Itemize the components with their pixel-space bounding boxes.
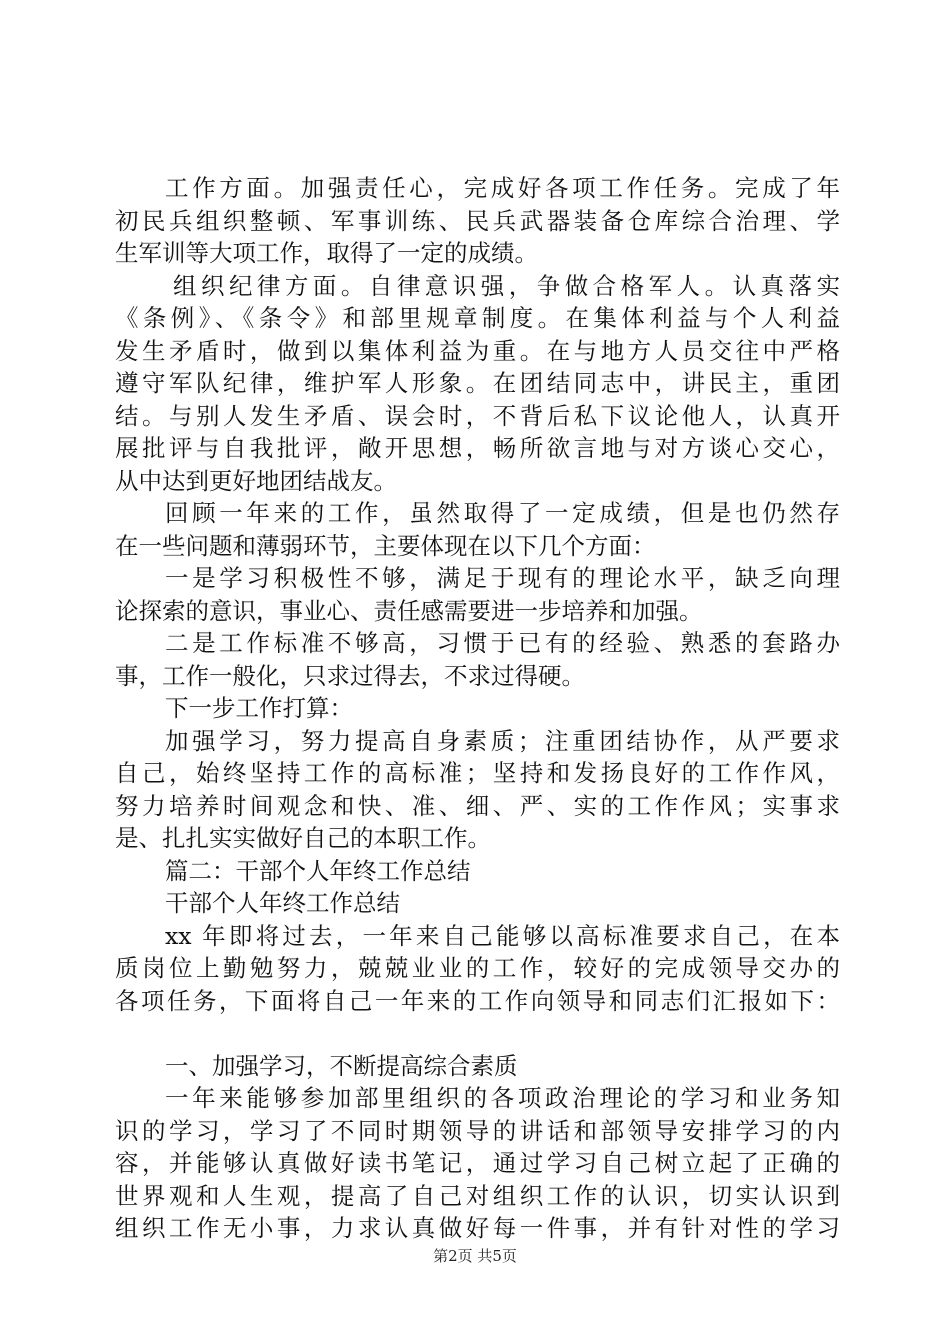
chapter-heading: 篇二：干部个人年终工作总结 (165, 856, 471, 885)
page-number-footer: 第2页 共5页 (433, 1247, 517, 1265)
paragraph-line: 一是学习积极性不够，满足于现有的理论水平，缺乏向理 (165, 564, 840, 592)
paragraph-line: 容，并能够认真做好读书笔记，通过学习自己树立起了正确的 (115, 1149, 840, 1177)
paragraph-line: 在一些问题和薄弱环节，主要体现在以下几个方面： (115, 531, 656, 560)
paragraph-line: 质岗位上勤勉努力，兢兢业业的工作，较好的完成领导交办的 (115, 954, 840, 982)
paragraph-line: 初民兵组织整顿、军事训练、民兵武器装备仓库综合治理、学 (115, 206, 840, 235)
document-title: 干部个人年终工作总结 (165, 889, 400, 917)
paragraph-line: 生军训等大项工作，取得了一定的成绩。 (115, 239, 538, 267)
paragraph-line: 遵守军队纪律，维护军人形象。在团结同志中，讲民主，重团 (115, 369, 840, 397)
paragraph-line: 组织纪律方面。自律意识强，争做合格军人。认真落实 (173, 271, 840, 300)
paragraph-line: 展批评与自我批评，敞开思想，畅所欲言地与对方谈心交心， (115, 434, 840, 462)
paragraph-line: 努力培养时间观念和快、准、细、严、实的工作作风；实事求 (115, 791, 840, 820)
paragraph-line: 《条例》、《条令》和部里规章制度。在集体利益与个人利益 (115, 304, 840, 332)
paragraph-line: 各项任务，下面将自己一年来的工作向领导和同志们汇报如下： (115, 986, 840, 1015)
paragraph-line: xx 年即将过去，一年来自己能够以高标准要求自己，在本 (165, 921, 840, 950)
paragraph-line: 回顾一年来的工作，虽然取得了一定成绩，但是也仍然存 (165, 499, 840, 527)
paragraph-line: 世界观和人生观，提高了自己对组织工作的认识，切实认识到 (115, 1181, 840, 1210)
paragraph-line: 是、扎扎实实做好自己的本职工作。 (115, 824, 491, 852)
paragraph-line: 识的学习，学习了不同时期领导的讲话和部领导安排学习的内 (115, 1116, 840, 1145)
paragraph-line: 组织工作无小事，力求认真做好每一件事，并有针对性的学习 (115, 1214, 840, 1242)
paragraph-line: 自己，始终坚持工作的高标准；坚持和发扬良好的工作作风， (115, 759, 840, 787)
paragraph-line: 从中达到更好地团结战友。 (115, 466, 397, 495)
paragraph-line: 加强学习，努力提高自身素质；注重团结协作，从严要求 (165, 726, 840, 755)
paragraph-line: 发生矛盾时，做到以集体利益为重。在与地方人员交往中严格 (115, 336, 840, 365)
paragraph-line: 结。与别人发生矛盾、误会时，不背后私下议论他人，认真开 (115, 401, 840, 430)
document-body (115, 172, 840, 1245)
section-heading: 一、加强学习，不断提高综合素质 (165, 1051, 518, 1080)
blank-line (115, 1017, 840, 1050)
paragraph-line: 工作方面。加强责任心，完成好各项工作任务。完成了年 (165, 174, 840, 202)
paragraph-line: 论探索的意识，事业心、责任感需要进一步培养和加强。 (115, 596, 703, 625)
paragraph-line: 一年来能够参加部里组织的各项政治理论的学习和业务知 (165, 1084, 840, 1112)
section-heading: 下一步工作打算： (165, 694, 353, 722)
paragraph-line: 事，工作一般化，只求过得去，不求过得硬。 (115, 661, 585, 690)
paragraph-line: 二是工作标准不够高，习惯于已有的经验、熟悉的套路办 (165, 629, 840, 657)
